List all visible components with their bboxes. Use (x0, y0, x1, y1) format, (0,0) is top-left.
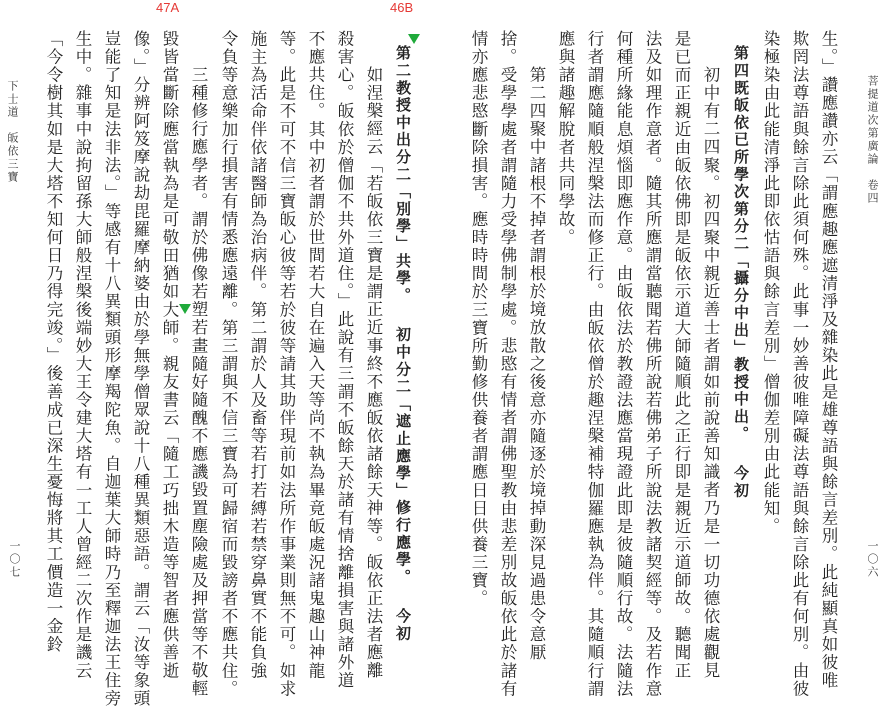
text-column: 捨。受學學處者謂隨力受學佛制學處。悲愍有情者謂佛聖教由悲差別故皈依此於諸有 (498, 30, 517, 698)
page-number: 一〇六 (866, 540, 879, 579)
text-column: 殺害心。皈依於僧伽不共外道住。」此說有三謂不皈餘天於諸有情捨離損害與諸外道 (335, 30, 354, 690)
text-column: 初中有二四聚。初四聚中親近善士者謂如前說善知識者乃是一切功德依處觀見 (701, 66, 720, 680)
heading-main: 第四既皈依已所學次第分二「攝分中出」教授中出。 (732, 45, 750, 443)
text-column: 豈能了知是法非法。」等感有十八異類頭形摩羯陀魚。自迦葉大師時乃至釋迦法王住旁 (102, 30, 121, 708)
text-column: 如涅槃經云「若皈依三寶是謂正近事終不應皈依諸餘天神等。皈依正法者應離 (364, 66, 383, 680)
text-column: 「今令樹其如是大塔不知何日乃得完竣。」後善成已深生憂悔將其工價造一金鈴 (44, 30, 63, 654)
heading-tail: 今初 (732, 464, 750, 500)
text-column: 法及如理作意者。隨其所應謂當聽聞若佛所說若佛弟子所說法教諸契經等。及若作意 (643, 30, 662, 698)
section-heading (732, 45, 750, 500)
page-marker-47a: 47A (156, 0, 180, 15)
running-footer: 下士道 皈依三寶 (6, 80, 19, 184)
text-column: 三種修行應學者。謂於佛像若塑若畫隨好隨醜不應譏毀置塵險處及押當等不敬輕 (189, 66, 208, 698)
text-column: 何種所緣能息煩惱即應作意。由皈依法於教證法應當現證此即是彼隨順行故。法隨法 (614, 30, 633, 698)
text-column: 行者謂應隨順般涅槃法而修正行。由皈依僧於趣涅槃補特伽羅應執為伴。其隨順行謂 (585, 30, 604, 698)
text-column: 情亦應悲愍斷除損害。應時時間於三寶所勤修供養者謂應日日供養三寶。 (469, 30, 488, 608)
page-marker-46b: 46B (390, 0, 414, 15)
heading-tail: 今初 (394, 608, 412, 643)
running-header: 菩提道次第廣論 卷四 (866, 75, 879, 205)
text-column: 毀皆當斷除應當執為是可敬田猶如大師。親友書云「隨工巧拙木造等智者應供善逝 (160, 30, 179, 680)
green-triangle-icon (408, 34, 420, 44)
heading-sub: 初中分二「遮止應學」修行應學。 (394, 326, 412, 586)
text-column: 不應共住。其中初者謂於世間若大自在遍入天等尚不執為畢竟皈處況諸鬼趣山神龍 (306, 30, 325, 680)
text-column: 第二四聚中諸根不掉者謂根於境放散之後意亦隨逐於境掉動深見過患令意厭 (527, 66, 546, 662)
text-column: 施主為活命伴依諸醫師為治病伴。第二謂於人及畜等若打若縛若禁穿鼻實不能負強 (248, 30, 267, 680)
text-column: 欺罔法尊語與餘言除此須何殊。此事一妙善彼唯障礙法尊語與餘言除此有何別。由彼 (790, 30, 809, 698)
section-heading (394, 45, 412, 643)
heading-main: 第二教授中出分二「別學」共學。 (394, 45, 412, 305)
text-column: 應與諸趣解脫者共同學故。 (556, 30, 575, 247)
text-column: 等。此是不可不信三寶皈心彼等若於彼等請其助伴現前如法所作事業則無不可。如求 (277, 30, 296, 698)
text-column: 生。」讚應讚亦云「謂應趣應遮清淨及雜染此是雄尊語與餘言差別。此純顯真如彼唯 (819, 30, 838, 690)
page-number: 一〇七 (8, 540, 21, 579)
text-column: 令負等意樂加行損害有情悉應遠離。第三謂與不信三寶為可歸宿而毀謗者不應共住。 (219, 30, 238, 698)
text-column: 生中。雜事中說拘留孫大師般涅槃後端妙大王令建大塔有一工人曾經二次作是譏云 (73, 30, 92, 680)
text-column: 是已而正親近由皈依佛即是皈依示道大師隨順此之正行即是親近示道師故。聽聞正 (672, 30, 691, 680)
text-column: 染極染由此能清淨此即依怙語與餘言差別」僧伽差別由此能知。 (761, 30, 780, 536)
text-column: 像。」分辨阿笈摩說劫毘羅摩納婆由於學無學僧眾說十八種異類惡語。謂云「汝等象頭 (131, 30, 150, 708)
